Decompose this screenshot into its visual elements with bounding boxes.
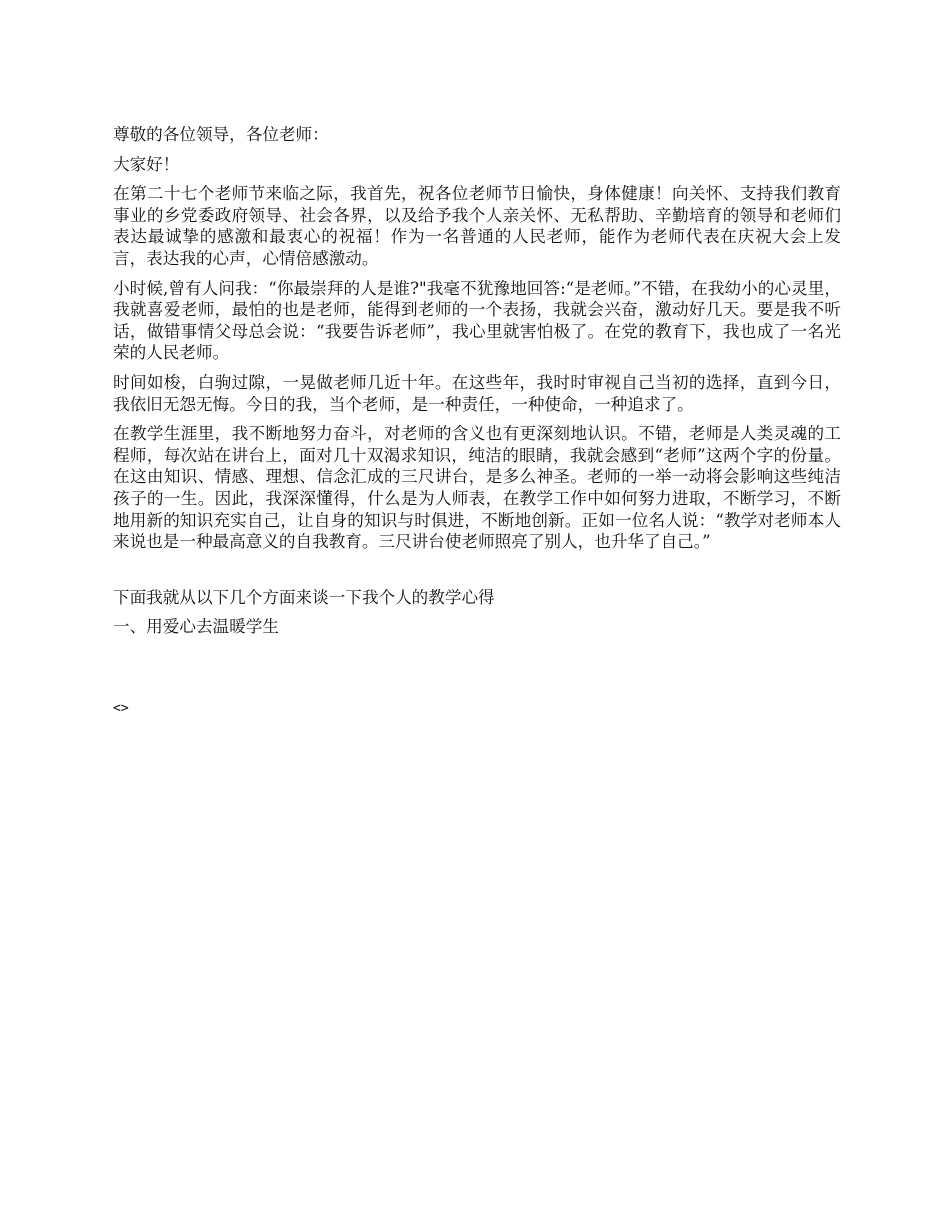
paragraph-3: 时间如梭，白驹过隙，一晃做老师几近十年。在这些年，我时时审视自己当初的选择，直到今日，我依旧无怨无悔。今日的我，当个老师，是一种责任，一种使命，一种追求了。: [113, 372, 841, 414]
end-marker: <>: [113, 700, 129, 716]
paragraph-4: 在教学生涯里，我不断地努力奋斗，对老师的含义也有更深刻地认识。不错，老师是人类灵魂的工程师，每次站在讲台上，面对几十双渴求知识，纯洁的眼睛，我就会感到“老师”这两个字的份量。在这由知识、情感、理想、信念汇成的三尺讲台，是多么神圣。老师的一举一动将会影响这些纯洁孩子的一生。因此，我深深懂得，什么是为人师表，在教学工作中如何努力进取，不断学习，不断地用新的知识充实自己，让自身的知识与时俱进，不断地创新。正如一位名人说：“教学对老师本人来说也是一种最高意义的自我教育。三尺讲台使老师照亮了别人，也升华了自己。”: [113, 424, 841, 552]
document-body: [113, 124, 841, 727]
section-heading: 一、用爱心去温暖学生: [113, 617, 279, 637]
paragraph-spacer: [113, 561, 841, 587]
hello-line: 大家好！: [113, 154, 180, 174]
greeting-line: 尊敬的各位领导，各位老师：: [113, 125, 329, 144]
paragraph-1: 在第二十七个老师节来临之际，我首先，祝各位老师节日愉快，身体健康！向关怀、支持我们教育事业的乡党委政府领导、社会各界，以及给予我个人亲关怀、无私帮助、辛勤培育的领导和老师们表达最诚挚的感激和最衷心的祝福！作为一名普通的人民老师，能作为老师代表在庆祝大会上发言，表达我的心声，心情倍感激动。: [113, 184, 841, 268]
intro-line: 下面我就从以下几个方面来谈一下我个人的教学心得: [113, 587, 495, 607]
section-spacer: [113, 646, 841, 698]
paragraph-2: 小时候,曾有人问我：“你最崇拜的人是谁?"我毫不犹豫地回答:“是老师。”不错，在我幼小的心灵里，我就喜爱老师，最怕的也是老师，能得到老师的一个表扬，我就会兴奋，激动好几天。要是我不听话，做错事情父母总会说：“我要告诉老师”，我心里就害怕极了。在党的教育下，我也成了一名光荣的人民老师。: [113, 278, 841, 363]
